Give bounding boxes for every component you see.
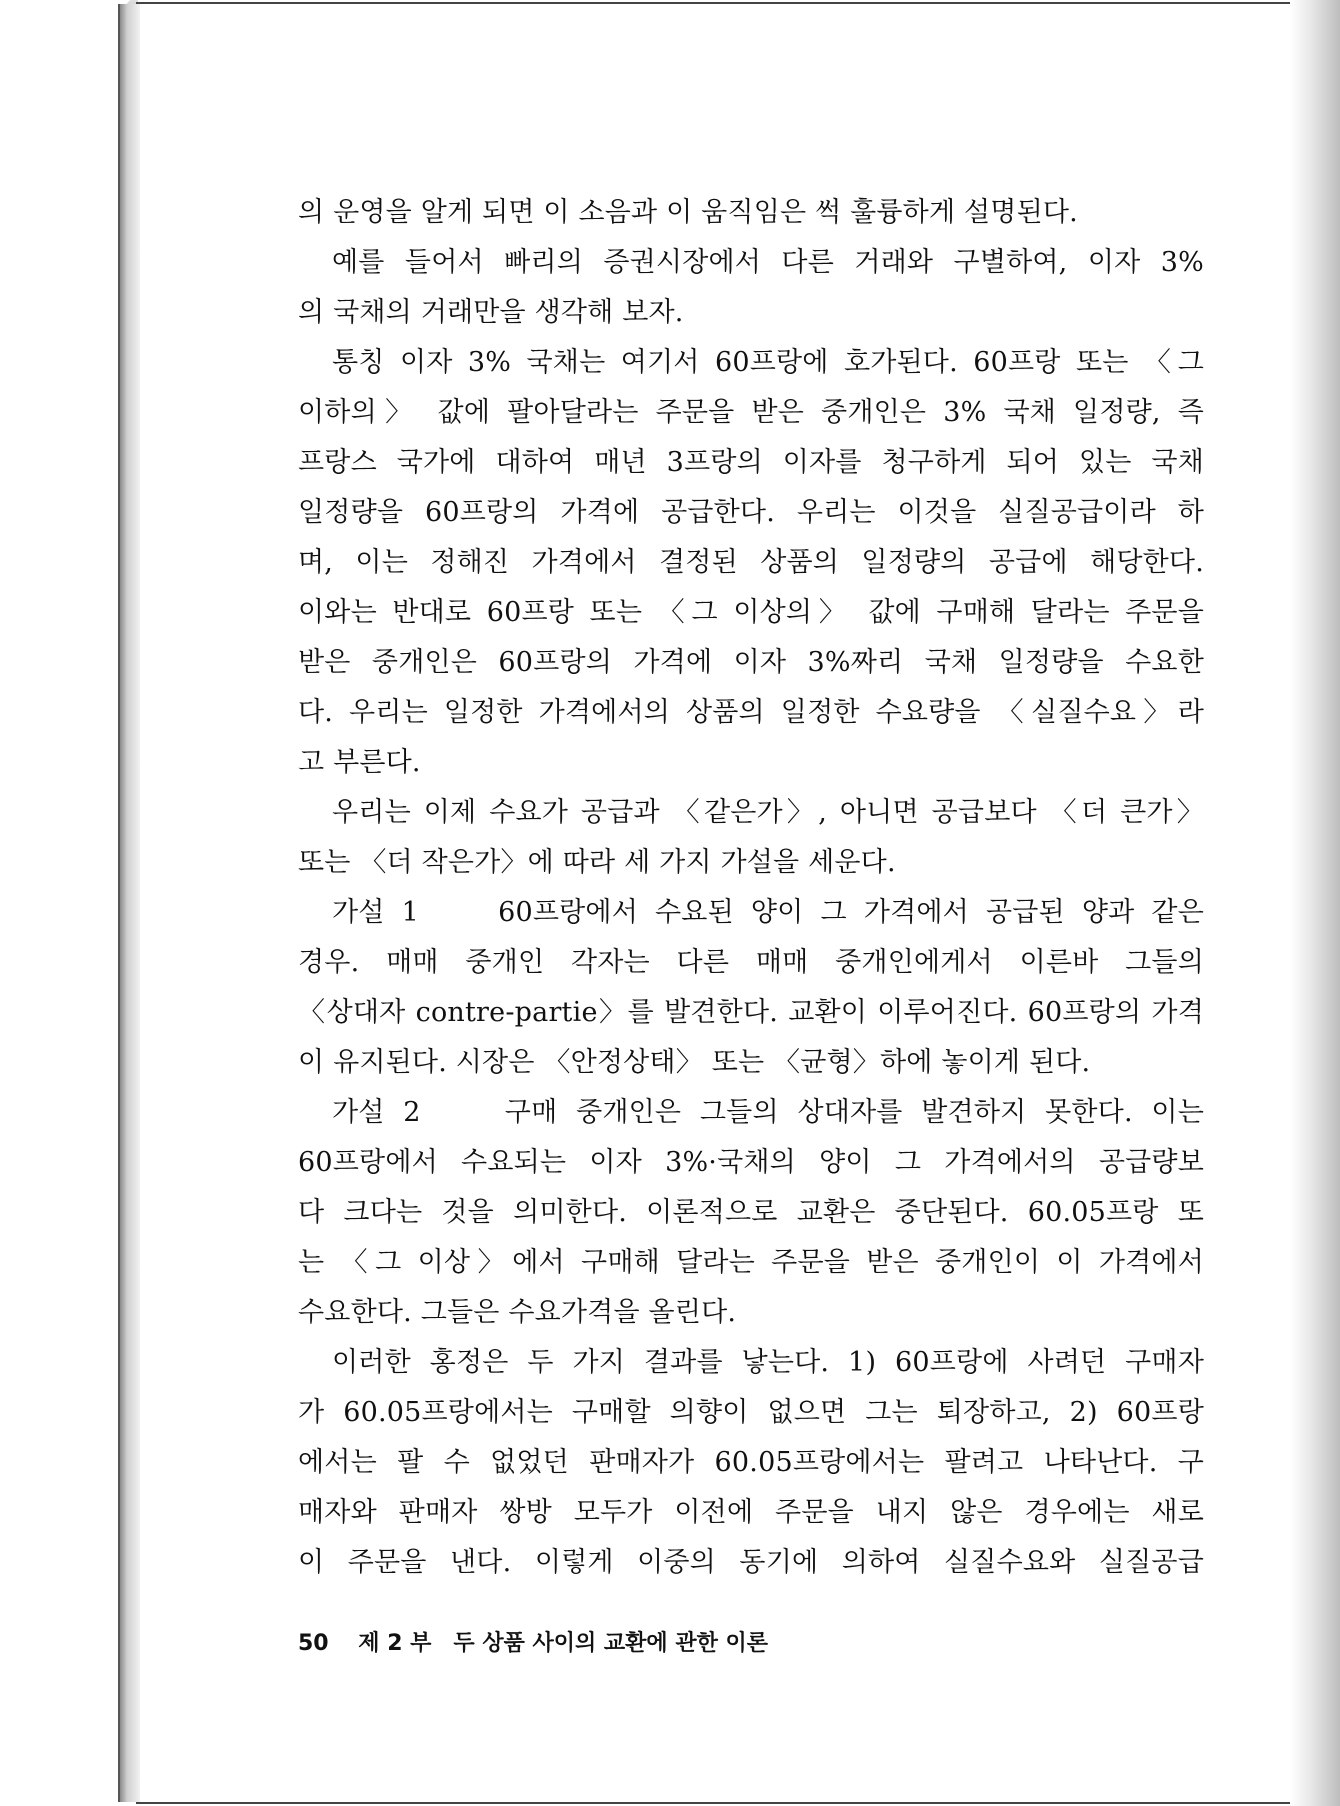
- text-line: 고 부른다.: [298, 747, 421, 778]
- page-footer: [298, 1626, 768, 1662]
- text-line: 다. 우리는 일정한 가격에서의 상품의 일정한 수요량을 〈실질수요〉라: [298, 697, 1204, 728]
- page-bottom-edge: [136, 1802, 1306, 1804]
- text-line: 〈상대자 contre-partie〉를 발견한다. 교환이 이루어진다. 60프랑의 가격: [298, 997, 1204, 1028]
- text-line: 에서는 팔 수 없었던 판매자가 60.05프랑에서는 팔려고 나타난다. 구: [298, 1447, 1204, 1478]
- text-line: 다 크다는 것을 의미한다. 이론적으로 교환은 중단된다. 60.05프랑 또: [298, 1197, 1204, 1228]
- text-line: 우리는 이제 수요가 공급과 〈같은가〉, 아니면 공급보다 〈더 큰가〉: [332, 797, 1204, 828]
- text-line: 가 60.05프랑에서는 구매할 의향이 없으면 그는 퇴장하고, 2) 60프랑: [298, 1397, 1204, 1428]
- text-line: 이 유지된다. 시장은 〈안정상태〉 또는 〈균형〉하에 놓이게 된다.: [298, 1047, 1091, 1078]
- text-line: 매자와 판매자 쌍방 모두가 이전에 주문을 내지 않은 경우에는 새로: [298, 1497, 1204, 1528]
- text-line: 는 〈그 이상〉에서 구매해 달라는 주문을 받은 중개인이 이 가격에서: [298, 1247, 1204, 1278]
- text-line: 일정량을 60프랑의 가격에 공급한다. 우리는 이것을 실질공급이라 하: [298, 497, 1204, 528]
- text-line: 며, 이는 정해진 가격에서 결정된 상품의 일정량의 공급에 해당한다.: [298, 547, 1204, 578]
- text-line: 이러한 홍정은 두 가지 결과를 낳는다. 1) 60프랑에 사려던 구매자: [332, 1347, 1204, 1378]
- text-line: 또는 〈더 작은가〉에 따라 세 가지 가설을 세운다.: [298, 847, 896, 878]
- text-line: 가설 2 구매 중개인은 그들의 상대자를 발견하지 못한다. 이는: [332, 1097, 1204, 1128]
- text-line: 이와는 반대로 60프랑 또는 〈그 이상의〉 값에 구매해 달라는 주문을: [298, 597, 1204, 628]
- text-line: 프랑스 국가에 대하여 매년 3프랑의 이자를 청구하게 되어 있는 국채: [298, 447, 1204, 478]
- text-line: 수요한다. 그들은 수요가격을 올린다.: [298, 1297, 737, 1328]
- text-line: 받은 중개인은 60프랑의 가격에 이자 3%짜리 국채 일정량을 수요한: [298, 647, 1204, 678]
- book-spine-edge: [118, 4, 140, 1802]
- body-text: [298, 188, 1204, 1588]
- text-line: 가설 1 60프랑에서 수요된 양이 그 가격에서 공급된 양과 같은: [332, 897, 1204, 928]
- text-line: 60프랑에서 수요되는 이자 3%·국채의 양이 그 가격에서의 공급량보: [298, 1147, 1204, 1178]
- text-line: 의 운영을 알게 되면 이 소음과 이 움직임은 썩 훌륭하게 설명된다.: [298, 197, 1078, 228]
- running-head: 제 2 부 두 상품 사이의 교환에 관한 이론: [358, 1631, 768, 1656]
- text-line: 통칭 이자 3% 국채는 여기서 60프랑에 호가된다. 60프랑 또는 〈그: [332, 347, 1204, 378]
- text-line: 경우. 매매 중개인 각자는 다른 매매 중개인에게서 이른바 그들의: [298, 947, 1204, 978]
- text-line: 의 국채의 거래만을 생각해 보자.: [298, 297, 684, 328]
- page-right-shadow: [1290, 0, 1340, 1806]
- page-number: 50: [298, 1631, 329, 1656]
- text-line: 예를 들어서 빠리의 증권시장에서 다른 거래와 구별하여, 이자 3%: [332, 247, 1204, 278]
- text-line: 이하의〉 값에 팔아달라는 주문을 받은 중개인은 3% 국채 일정량, 즉: [298, 397, 1204, 428]
- text-line: 이 주문을 낸다. 이렇게 이중의 동기에 의하여 실질수요와 실질공급: [298, 1547, 1204, 1578]
- page-top-edge: [136, 2, 1306, 4]
